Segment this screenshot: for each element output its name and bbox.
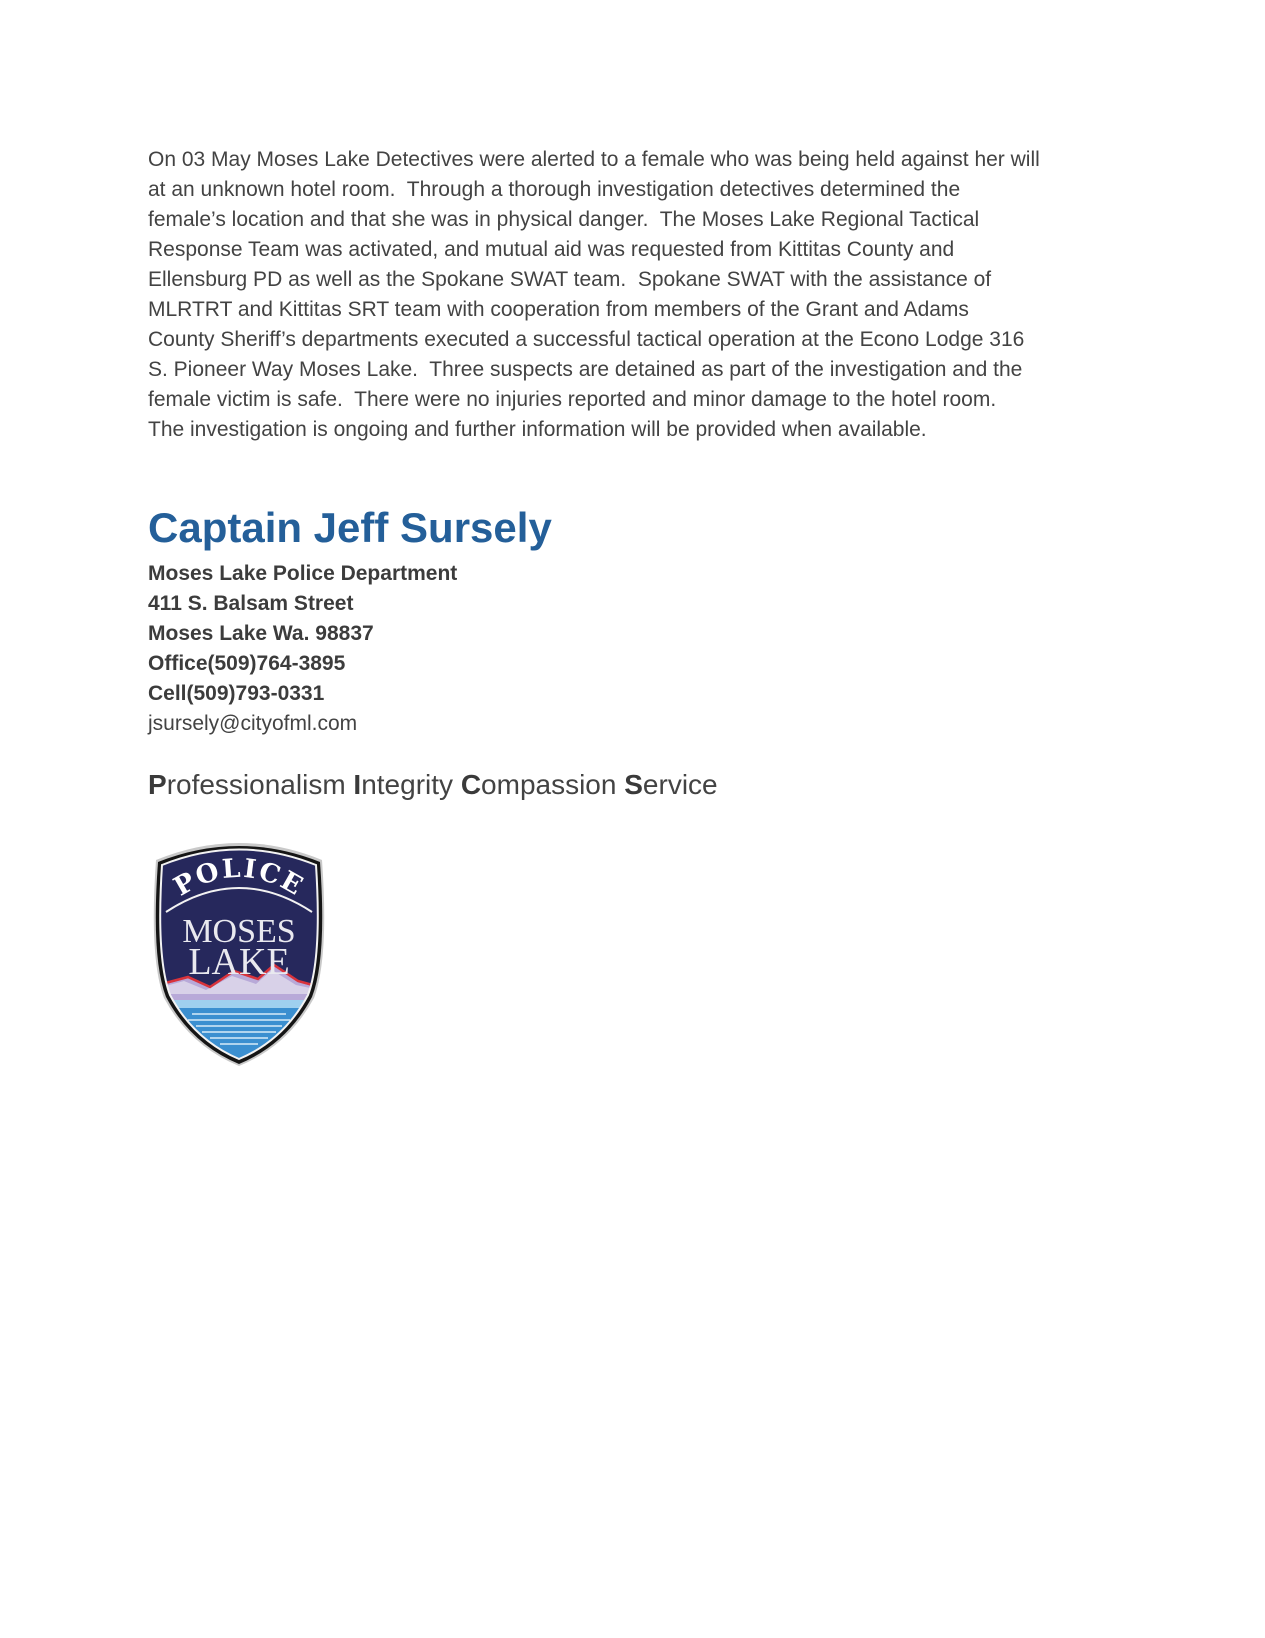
body-line: MLRTRT and Kittitas SRT team with cooperation from members of the Grant and Adams: [148, 298, 969, 321]
body-line: County Sheriff’s departments executed a successful tactical operation at the Econo Lodge 316: [148, 328, 1025, 351]
body-line: The investigation is ongoing and further information will be provided when available.: [148, 418, 927, 441]
signature-department: Moses Lake Police Department: [148, 562, 458, 585]
body-line: Ellensburg PD as well as the Spokane SWAT team. Spokane SWAT with the assistance of: [148, 268, 992, 291]
badge-line-2: LAKE: [188, 941, 290, 983]
body-line: female victim is safe. There were no injuries reported and minor damage to the hotel room.: [148, 388, 997, 411]
signature-block: [148, 559, 457, 739]
badge-line-1: MOSES: [182, 913, 296, 950]
signature-name: Captain Jeff Sursely: [148, 504, 552, 551]
signature-email[interactable]: jsursely@cityofml.com: [148, 712, 358, 735]
press-release-body: [148, 145, 1138, 445]
badge-top-text: POLICE: [168, 853, 309, 903]
motto-word-rest: rofessionalism: [166, 769, 346, 800]
body-line: at an unknown hotel room. Through a thorough investigation detectives determined the: [148, 178, 961, 201]
signature-street: 411 S. Balsam Street: [148, 592, 354, 615]
motto-initial: C: [460, 769, 482, 800]
motto-word-rest: ntegrity: [361, 769, 454, 800]
body-line: female’s location and that she was in physical danger. The Moses Lake Regional Tactical: [148, 208, 980, 231]
body-line: S. Pioneer Way Moses Lake. Three suspects are detained as part of the investigation and the: [148, 358, 1023, 381]
badge-shield-icon: [148, 838, 330, 1070]
motto-word-rest: ervice: [642, 769, 718, 800]
signature-city: Moses Lake Wa. 98837: [148, 622, 374, 645]
motto-initial: S: [624, 769, 643, 800]
motto-word-rest: ompassion: [481, 769, 617, 800]
body-line: On 03 May Moses Lake Detectives were alerted to a female who was being held against her will: [148, 148, 1040, 171]
motto-initial: I: [353, 769, 362, 800]
motto-initial: P: [148, 769, 167, 800]
police-badge-logo: [148, 838, 330, 1070]
body-line: Response Team was activated, and mutual aid was requested from Kittitas County and: [148, 238, 955, 261]
motto: [148, 767, 718, 803]
signature-cell-phone: Cell(509)793-0331: [148, 682, 325, 705]
signature-office-phone: Office(509)764-3895: [148, 652, 346, 675]
